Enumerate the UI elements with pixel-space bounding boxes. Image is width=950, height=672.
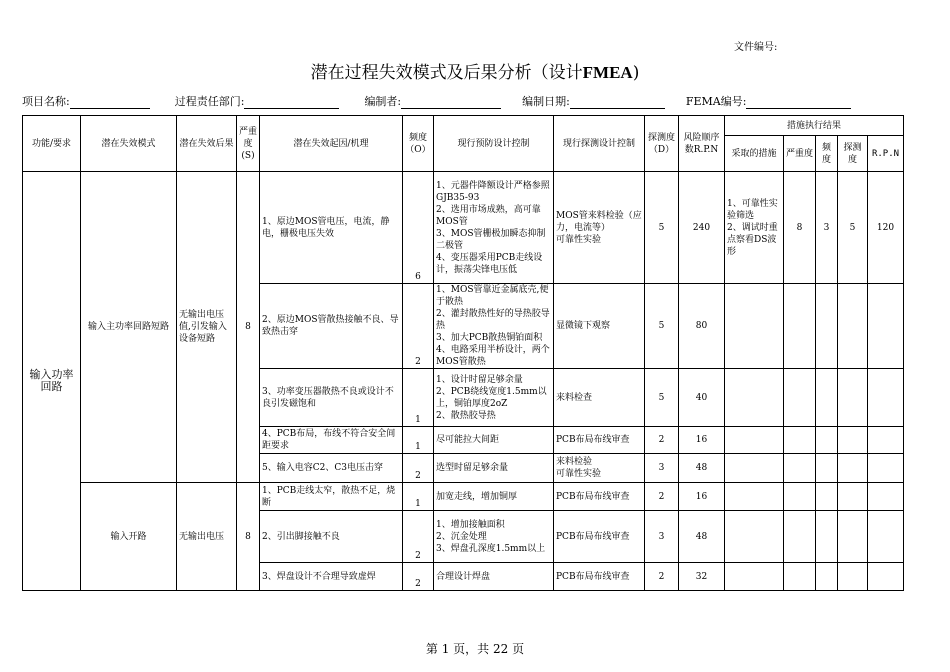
dept-field[interactable] (244, 96, 339, 109)
result-severity-cell (784, 427, 816, 454)
occurrence-cell (403, 172, 434, 284)
occurrence-value: 6 (415, 272, 421, 282)
cause-cell (260, 427, 403, 454)
result-rpn-cell (868, 454, 904, 483)
detection-cell: 5 (645, 172, 679, 284)
severity-cell: 8 (237, 483, 260, 591)
failure-effect-cell: 无输出电压 (177, 483, 237, 591)
occurrence-value: 2 (415, 357, 421, 367)
cause-cell (260, 563, 403, 591)
header-cause: 潜在失效起因/机理 (260, 116, 403, 172)
cause-text: 2、引出脚接触不良 (262, 531, 340, 542)
action-cell (725, 427, 784, 454)
rpn-cell: 80 (679, 284, 725, 369)
result-occurrence-cell (816, 563, 838, 591)
occurrence-cell (403, 563, 434, 591)
result-rpn-cell (868, 427, 904, 454)
action-cell (725, 369, 784, 427)
rpn-cell: 48 (679, 454, 725, 483)
header-mode: 潜在失效模式 (81, 116, 177, 172)
header-detection-control: 现行探测设计控制 (554, 116, 645, 172)
prevention-cell: 1、设计时留足够余量 2、PCB绕线宽度1.5mm以上，铜铂厚度2oZ 2、散热胶导热 (434, 369, 554, 427)
prevention-cell: 1、元器件降额设计严格参照GJB35-93 2、选用市场成熟，高可靠MOS管 3、MOS管栅极加瞬态抑制二极管 4、变压器采用PCB走线设计，振荡尖锋电压低 (434, 172, 554, 284)
header-severity: 严重度(S) (237, 116, 260, 172)
result-severity-cell (784, 284, 816, 369)
header-prevention: 现行预防设计控制 (434, 116, 554, 172)
result-detection-cell (838, 563, 868, 591)
fmea-no-field[interactable] (746, 96, 851, 109)
detection-control-cell: 来料检验 可靠性实验 (554, 454, 645, 483)
occurrence-cell (403, 284, 434, 369)
date-field[interactable] (570, 96, 665, 109)
date-label: 编制日期: (522, 95, 570, 108)
cause-text: 5、输入电容C2、C3电压击穿 (262, 463, 383, 473)
detection-control-cell: MOS管来料检验（应力，电流等） 可靠性实验 (554, 172, 645, 284)
action-cell (725, 563, 784, 591)
result-rpn-cell (868, 563, 904, 591)
cause-text: 1、PCB走线太窄，散热不足，烧断 (262, 485, 396, 508)
result-severity-cell (784, 483, 816, 511)
occurrence-value: 1 (415, 499, 421, 509)
result-rpn-cell (868, 483, 904, 511)
result-detection-cell (838, 483, 868, 511)
result-detection-cell (838, 284, 868, 369)
occurrence-value: 2 (415, 579, 421, 589)
severity-cell: 8 (237, 172, 260, 483)
header-occurrence: 频度（O） (403, 116, 434, 172)
header-results: 措施执行结果 (725, 116, 904, 136)
detection-cell: 3 (645, 511, 679, 563)
doc-number-label: 文件编号: (734, 42, 778, 53)
result-detection-cell (838, 454, 868, 483)
cause-cell (260, 284, 403, 369)
header-result-detection: 探测度 (838, 136, 868, 172)
result-rpn-cell (868, 511, 904, 563)
prevention-cell: 尽可能拉大间距 (434, 427, 554, 454)
detection-cell: 2 (645, 483, 679, 511)
result-detection-cell (838, 369, 868, 427)
header-action: 采取的措施 (725, 136, 784, 172)
rpn-cell: 48 (679, 511, 725, 563)
prevention-cell: 加宽走线，增加铜厚 (434, 483, 554, 511)
detection-cell: 5 (645, 284, 679, 369)
occurrence-cell (403, 483, 434, 511)
project-field[interactable] (70, 96, 150, 109)
header-result-rpn: R.P.N (868, 136, 904, 172)
cause-text: 1、原边MOS管电压，电流，静电，栅极电压失效 (262, 216, 390, 239)
fmea-no-label: FEMA编号: (685, 95, 747, 108)
failure-mode-cell: 输入主功率回路短路 (81, 172, 177, 483)
action-cell (725, 483, 784, 511)
action-cell (725, 284, 784, 369)
failure-effect-cell: 无输出电压值,引发输入设备短路 (177, 172, 237, 483)
action-cell (725, 454, 784, 483)
detection-cell: 3 (645, 454, 679, 483)
header-result-occurrence: 频度 (816, 136, 838, 172)
header-rpn: 风险顺序数R.P.N (679, 116, 725, 172)
detection-control-cell: PCB布局布线审查 (554, 511, 645, 563)
cause-text: 3、焊盘设计不合理导致虚焊 (262, 571, 376, 582)
rpn-cell: 40 (679, 369, 725, 427)
header-effect: 潜在失效后果 (177, 116, 237, 172)
cause-text: 2、原边MOS管散热接触不良、导致热击穿 (262, 315, 399, 337)
result-occurrence-cell (816, 284, 838, 369)
result-occurrence-cell (816, 511, 838, 563)
result-detection-cell (838, 427, 868, 454)
dept-label: 过程责任部门: (174, 95, 245, 108)
meta-row (22, 93, 851, 109)
occurrence-cell (403, 454, 434, 483)
prevention-cell: 1、增加接触面积 2、沉金处理 3、焊盘孔深度1.5mm以上 (434, 511, 554, 563)
author-field[interactable] (401, 96, 501, 109)
table-row (23, 172, 904, 284)
occurrence-value: 2 (415, 551, 421, 561)
rpn-cell: 16 (679, 427, 725, 454)
result-severity-cell (784, 563, 816, 591)
rpn-cell: 32 (679, 563, 725, 591)
detection-cell: 5 (645, 369, 679, 427)
header-detection: 探测度（D） (645, 116, 679, 172)
result-detection-cell: 5 (838, 172, 868, 284)
detection-control-cell: PCB布局布线审查 (554, 427, 645, 454)
result-occurrence-cell (816, 454, 838, 483)
cause-cell (260, 483, 403, 511)
result-severity-cell: 8 (784, 172, 816, 284)
result-occurrence-cell: 3 (816, 172, 838, 284)
cause-cell (260, 511, 403, 563)
prevention-cell: 选型时留足够余量 (434, 454, 554, 483)
page-footer: 第 1 页，共 22 页 (425, 642, 525, 656)
occurrence-value: 1 (415, 415, 421, 425)
rpn-cell: 16 (679, 483, 725, 511)
detection-control-cell: 显微镜下观察 (554, 284, 645, 369)
rpn-cell: 240 (679, 172, 725, 284)
cause-cell (260, 369, 403, 427)
result-detection-cell (838, 511, 868, 563)
cause-text: 4、PCB布局，布线不符合安全间距要求 (262, 429, 396, 451)
result-rpn-cell (868, 284, 904, 369)
result-rpn-cell (868, 369, 904, 427)
result-severity-cell (784, 454, 816, 483)
prevention-cell: 合理设计焊盘 (434, 563, 554, 591)
detection-control-cell: PCB布局布线审查 (554, 483, 645, 511)
prevention-cell: 1、MOS管靠近金属底壳,便于散热 2、灌封散热性好的导热胶导热 3、加大PCB散热铜铂面积 4、电路采用半桥设计，两个MOS管散热 (434, 284, 554, 369)
cause-text: 3、功率变压器散热不良或设计不良引发磁饱和 (262, 386, 394, 409)
cause-cell (260, 454, 403, 483)
detection-control-cell: 来料检查 (554, 369, 645, 427)
table-row (23, 483, 904, 511)
result-severity-cell (784, 369, 816, 427)
page-title: 潜在过程失效模式及后果分析（设计FMEA) (310, 63, 640, 83)
header-result-severity: 严重度 (784, 136, 816, 172)
detection-cell: 2 (645, 427, 679, 454)
author-label: 编制者: (364, 95, 402, 108)
occurrence-cell (403, 369, 434, 427)
header-function: 功能/要求 (23, 116, 81, 172)
occurrence-cell (403, 511, 434, 563)
result-occurrence-cell (816, 483, 838, 511)
action-cell: 1、可靠性实验筛选 2、调试时重点察看DS波形 (725, 172, 784, 284)
occurrence-value: 1 (415, 442, 421, 452)
detection-cell: 2 (645, 563, 679, 591)
project-label: 项目名称: (22, 95, 70, 108)
cause-cell (260, 172, 403, 284)
occurrence-cell (403, 427, 434, 454)
function-cell: 输入功率回路 (23, 172, 81, 591)
action-cell (725, 511, 784, 563)
result-severity-cell (784, 511, 816, 563)
failure-mode-cell: 输入开路 (81, 483, 177, 591)
occurrence-value: 2 (415, 471, 421, 481)
fmea-table (22, 115, 904, 591)
result-occurrence-cell (816, 369, 838, 427)
result-rpn-cell: 120 (868, 172, 904, 284)
detection-control-cell: PCB布局布线审查 (554, 563, 645, 591)
result-occurrence-cell (816, 427, 838, 454)
